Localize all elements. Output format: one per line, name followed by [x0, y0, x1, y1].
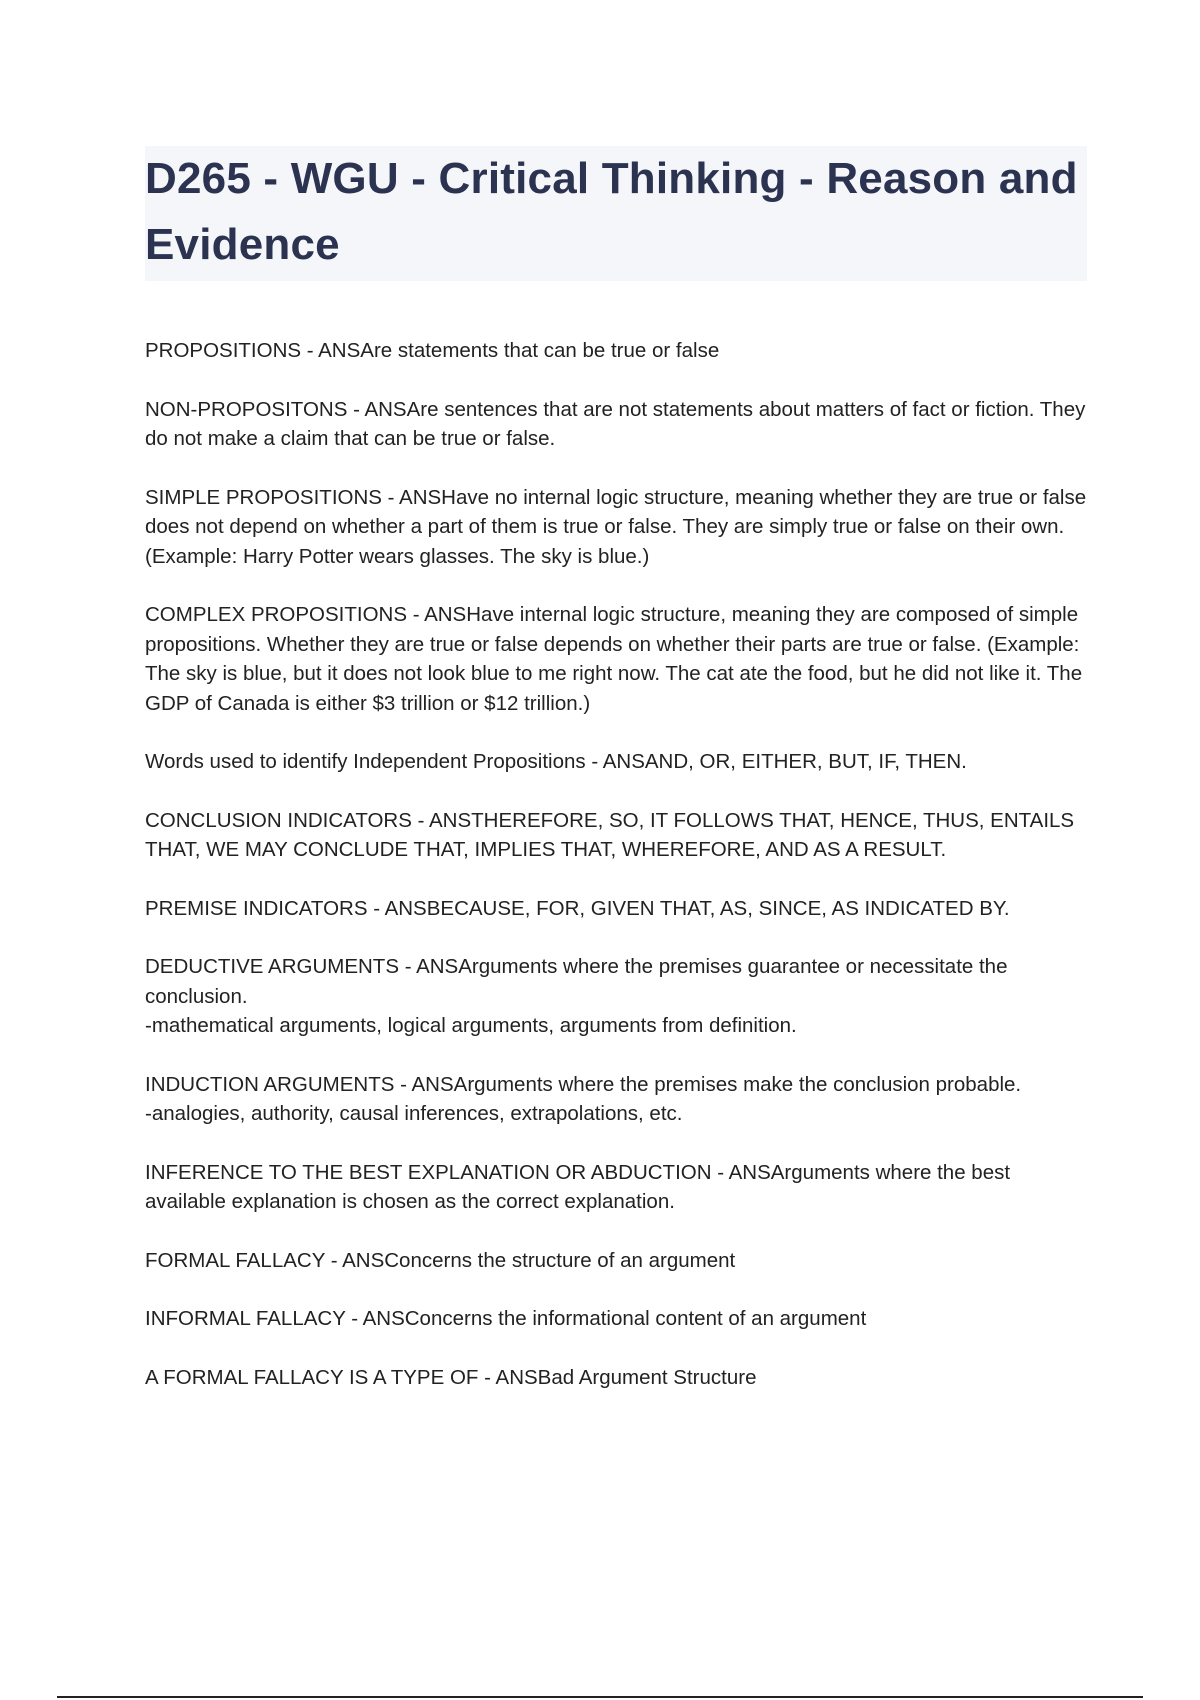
flashcard-entry: DEDUCTIVE ARGUMENTS - ANSArguments where the premises guarantee or necessitate the conclusion. -mathematical arguments, logical arguments, arguments from definition. [145, 955, 1008, 1037]
flashcard-entry: CONCLUSION INDICATORS - ANSTHEREFORE, SO, IT FOLLOWS THAT, HENCE, THUS, ENTAILS THAT, WE MAY CONCLUDE THAT, IMPLIES THAT, WHEREFORE, AND AS A RESULT. [145, 808, 1075, 861]
flashcard-entry: Words used to identify Independent Propositions - ANSAND, OR, EITHER, BUT, IF, THEN. [145, 750, 967, 773]
flashcard-entry: NON-PROPOSITONS - ANSAre sentences that are not statements about matters of fact or fiction. They do not make a claim that can be true or false. [145, 397, 1086, 450]
flashcard-entry: FORMAL FALLACY - ANSConcerns the structure of an argument [145, 1248, 736, 1272]
title-banner [145, 146, 1087, 281]
page-bottom-divider [57, 1696, 1143, 1698]
flashcard-entry: A FORMAL FALLACY IS A TYPE OF - ANSBad Argument Structure [145, 1365, 757, 1389]
page-title: D265 - WGU - Critical Thinking - Reason and Evidence [145, 154, 1078, 269]
flashcard-entry: PROPOSITIONS - ANSAre statements that can be true or false [145, 339, 720, 362]
flashcard-entry: INFERENCE TO THE BEST EXPLANATION OR ABDUCTION - ANSArguments where the best available explanation is chosen as the correct explanation. [145, 1160, 1011, 1213]
flashcard-entry: COMPLEX PROPOSITIONS - ANSHave internal logic structure, meaning they are composed of simple propositions. Whether they are true or false depends on whether their parts are true or false. (Example: The sky is blue, but it does not look blue to me right now. The cat ate the food, but he did not like it. The GDP of Canada is either $3 trillion or $12 trillion.) [145, 603, 1083, 715]
flashcard-entry: SIMPLE PROPOSITIONS - ANSHave no internal logic structure, meaning whether they are true or false does not depend on whether a part of them is true or false. They are simply true or false on their own. (Example: Harry Potter wears glasses. The sky is blue.) [145, 485, 1087, 568]
flashcard-entry: PREMISE INDICATORS - ANSBECAUSE, FOR, GIVEN THAT, AS, SINCE, AS INDICATED BY. [145, 896, 1010, 920]
flashcard-list [145, 336, 1095, 1421]
flashcard-entry: INDUCTION ARGUMENTS - ANSArguments where the premises make the conclusion probable. -analogies, authority, causal inferences, extrapolations, etc. [145, 1072, 1022, 1125]
flashcard-entry: INFORMAL FALLACY - ANSConcerns the informational content of an argument [145, 1307, 867, 1330]
